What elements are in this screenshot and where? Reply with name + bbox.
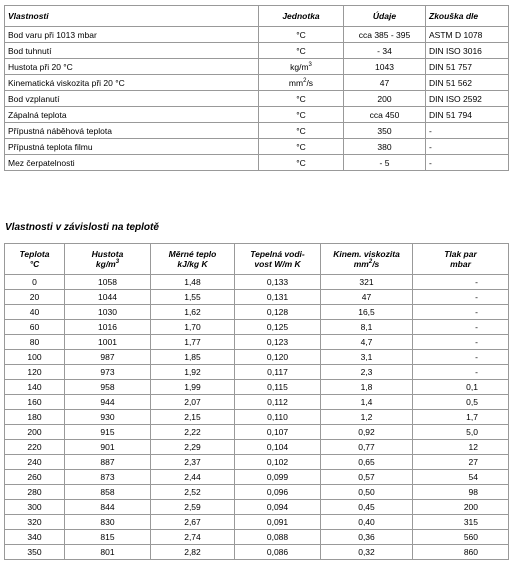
- header-kinematic-viscosity: [321, 244, 413, 275]
- property-test: -: [426, 155, 509, 171]
- specific-heat-cell: 1,99: [151, 380, 235, 395]
- property-name: Zápalná teplota: [5, 107, 259, 123]
- property-name: Mez čerpatelnosti: [5, 155, 259, 171]
- temperature-cell: 350: [5, 545, 65, 560]
- thermal-conductivity-cell: 0,107: [235, 425, 321, 440]
- vapor-pressure-cell: 54: [413, 470, 509, 485]
- density-cell: 858: [65, 485, 151, 500]
- property-unit: [259, 75, 344, 91]
- temperature-cell: 20: [5, 290, 65, 305]
- density-cell: 801: [65, 545, 151, 560]
- section-title: Vlastnosti v závislosti na teplotě: [5, 222, 159, 233]
- property-unit: [259, 91, 344, 107]
- thermal-conductivity-cell: 0,131: [235, 290, 321, 305]
- unit-base: °C: [296, 109, 306, 120]
- property-name: Bod vzplanutí: [5, 91, 259, 107]
- kinematic-viscosity-cell: 8,1: [321, 320, 413, 335]
- header-superscript: 3: [115, 259, 120, 266]
- property-name: Kinematická viskozita při 20 °C: [5, 75, 259, 91]
- unit-suffix: /s: [306, 77, 314, 88]
- table-row: [5, 43, 509, 59]
- density-cell: 987: [65, 350, 151, 365]
- table-row: [5, 365, 509, 380]
- thermal-conductivity-cell: 0,086: [235, 545, 321, 560]
- property-unit: [259, 43, 344, 59]
- header-test: Zkouška dle: [426, 6, 509, 27]
- density-cell: 1001: [65, 335, 151, 350]
- vapor-pressure-cell: 0,1: [413, 380, 509, 395]
- table-row: [5, 275, 509, 290]
- header-unit: Jednotka: [259, 6, 344, 27]
- header-superscript: 2: [368, 259, 373, 266]
- table-row: [5, 410, 509, 425]
- temperature-header-row: [5, 244, 509, 275]
- specific-heat-cell: 1,77: [151, 335, 235, 350]
- temperature-table: [4, 243, 509, 560]
- density-cell: 815: [65, 530, 151, 545]
- specific-heat-cell: 1,55: [151, 290, 235, 305]
- temperature-cell: 120: [5, 365, 65, 380]
- properties-table-body: [5, 27, 509, 171]
- property-unit: [259, 27, 344, 43]
- property-test: DIN 51 794: [426, 107, 509, 123]
- unit-base: mm: [288, 77, 304, 88]
- table-row: [5, 515, 509, 530]
- kinematic-viscosity-cell: 1,8: [321, 380, 413, 395]
- specific-heat-cell: 1,70: [151, 320, 235, 335]
- property-value: 380: [344, 139, 426, 155]
- thermal-conductivity-cell: 0,102: [235, 455, 321, 470]
- property-value: - 34: [344, 43, 426, 59]
- header-line1: Měrné teplo: [168, 249, 217, 259]
- density-cell: 915: [65, 425, 151, 440]
- vapor-pressure-cell: -: [413, 320, 509, 335]
- thermal-conductivity-cell: 0,094: [235, 500, 321, 515]
- vapor-pressure-cell: -: [413, 305, 509, 320]
- table-row: [5, 123, 509, 139]
- property-unit: [259, 139, 344, 155]
- specific-heat-cell: 2,82: [151, 545, 235, 560]
- kinematic-viscosity-cell: 0,36: [321, 530, 413, 545]
- header-property: Vlastnosti: [5, 6, 259, 27]
- temperature-cell: 100: [5, 350, 65, 365]
- vapor-pressure-cell: -: [413, 335, 509, 350]
- vapor-pressure-cell: 0,5: [413, 395, 509, 410]
- density-cell: 1044: [65, 290, 151, 305]
- thermal-conductivity-cell: 0,128: [235, 305, 321, 320]
- unit-base: °C: [296, 125, 306, 136]
- density-cell: 830: [65, 515, 151, 530]
- table-row: [5, 59, 509, 75]
- kinematic-viscosity-cell: 1,2: [321, 410, 413, 425]
- thermal-conductivity-cell: 0,112: [235, 395, 321, 410]
- table-row: [5, 395, 509, 410]
- temperature-cell: 200: [5, 425, 65, 440]
- property-test: DIN 51 562: [426, 75, 509, 91]
- table-row: [5, 455, 509, 470]
- property-value: - 5: [344, 155, 426, 171]
- unit-base: °C: [296, 29, 306, 40]
- density-cell: 958: [65, 380, 151, 395]
- kinematic-viscosity-cell: 2,3: [321, 365, 413, 380]
- header-line1: Hustota: [91, 249, 124, 259]
- properties-header-row: [5, 6, 509, 27]
- temperature-cell: 220: [5, 440, 65, 455]
- table-row: [5, 440, 509, 455]
- table-row: [5, 320, 509, 335]
- thermal-conductivity-cell: 0,117: [235, 365, 321, 380]
- density-cell: 873: [65, 470, 151, 485]
- table-row: [5, 335, 509, 350]
- table-row: [5, 305, 509, 320]
- property-unit: [259, 107, 344, 123]
- kinematic-viscosity-cell: 16,5: [321, 305, 413, 320]
- vapor-pressure-cell: 860: [413, 545, 509, 560]
- kinematic-viscosity-cell: 1,4: [321, 395, 413, 410]
- header-line2: °C: [29, 259, 40, 269]
- specific-heat-cell: 2,59: [151, 500, 235, 515]
- density-cell: 944: [65, 395, 151, 410]
- thermal-conductivity-cell: 0,123: [235, 335, 321, 350]
- header-value: Údaje: [344, 6, 426, 27]
- unit-base: °C: [296, 45, 306, 56]
- property-value: 200: [344, 91, 426, 107]
- kinematic-viscosity-cell: 4,7: [321, 335, 413, 350]
- thermal-conductivity-cell: 0,088: [235, 530, 321, 545]
- temperature-cell: 340: [5, 530, 65, 545]
- thermal-conductivity-cell: 0,120: [235, 350, 321, 365]
- header-line2: kJ/kg K: [177, 259, 208, 269]
- temperature-cell: 280: [5, 485, 65, 500]
- table-row: [5, 470, 509, 485]
- thermal-conductivity-cell: 0,099: [235, 470, 321, 485]
- property-name: Přípustná teplota filmu: [5, 139, 259, 155]
- kinematic-viscosity-cell: 0,45: [321, 500, 413, 515]
- table-row: [5, 290, 509, 305]
- vapor-pressure-cell: 5,0: [413, 425, 509, 440]
- property-unit: [259, 123, 344, 139]
- property-value: cca 385 - 395: [344, 27, 426, 43]
- specific-heat-cell: 1,62: [151, 305, 235, 320]
- kinematic-viscosity-cell: 321: [321, 275, 413, 290]
- temperature-cell: 80: [5, 335, 65, 350]
- property-test: DIN ISO 2592: [426, 91, 509, 107]
- thermal-conductivity-cell: 0,133: [235, 275, 321, 290]
- table-row: [5, 485, 509, 500]
- thermal-conductivity-cell: 0,091: [235, 515, 321, 530]
- header-line2: mbar: [450, 259, 471, 269]
- property-value: 350: [344, 123, 426, 139]
- property-unit: [259, 59, 344, 75]
- thermal-conductivity-cell: 0,104: [235, 440, 321, 455]
- table-row: [5, 350, 509, 365]
- specific-heat-cell: 2,52: [151, 485, 235, 500]
- specific-heat-cell: 2,22: [151, 425, 235, 440]
- header-line2-suffix: /s: [372, 259, 380, 269]
- vapor-pressure-cell: -: [413, 290, 509, 305]
- specific-heat-cell: 2,37: [151, 455, 235, 470]
- thermal-conductivity-cell: 0,096: [235, 485, 321, 500]
- specific-heat-cell: 2,07: [151, 395, 235, 410]
- table-row: [5, 75, 509, 91]
- header-vapor-pressure: [413, 244, 509, 275]
- temperature-cell: 0: [5, 275, 65, 290]
- specific-heat-cell: 1,92: [151, 365, 235, 380]
- property-name: Bod varu při 1013 mbar: [5, 27, 259, 43]
- temperature-cell: 60: [5, 320, 65, 335]
- table-row: [5, 500, 509, 515]
- unit-superscript: 3: [308, 61, 312, 68]
- property-value: 1043: [344, 59, 426, 75]
- unit-base: °C: [296, 157, 306, 168]
- specific-heat-cell: 1,85: [151, 350, 235, 365]
- density-cell: 930: [65, 410, 151, 425]
- vapor-pressure-cell: 12: [413, 440, 509, 455]
- header-line2: mm: [353, 259, 369, 269]
- header-line2: kg/m: [95, 259, 116, 269]
- unit-superscript: 2: [303, 77, 307, 84]
- unit-base: °C: [296, 93, 306, 104]
- table-row: [5, 91, 509, 107]
- property-test: ASTM D 1078: [426, 27, 509, 43]
- table-row: [5, 27, 509, 43]
- temperature-cell: 320: [5, 515, 65, 530]
- temperature-table-body: [5, 275, 509, 560]
- density-cell: 844: [65, 500, 151, 515]
- kinematic-viscosity-cell: 47: [321, 290, 413, 305]
- vapor-pressure-cell: 98: [413, 485, 509, 500]
- header-line1: Tlak par: [444, 249, 477, 259]
- temperature-cell: 160: [5, 395, 65, 410]
- property-unit: [259, 155, 344, 171]
- header-thermal-conductivity: [235, 244, 321, 275]
- table-row: [5, 530, 509, 545]
- header-density: [65, 244, 151, 275]
- unit-base: kg/m: [290, 61, 309, 72]
- thermal-conductivity-cell: 0,110: [235, 410, 321, 425]
- vapor-pressure-cell: 27: [413, 455, 509, 470]
- header-line1: Tepelná vodi-: [250, 249, 305, 259]
- kinematic-viscosity-cell: 0,32: [321, 545, 413, 560]
- properties-table: [4, 5, 509, 171]
- vapor-pressure-cell: 315: [413, 515, 509, 530]
- temperature-cell: 300: [5, 500, 65, 515]
- temperature-cell: 260: [5, 470, 65, 485]
- header-line2: vost W/m K: [254, 259, 301, 269]
- property-test: DIN ISO 3016: [426, 43, 509, 59]
- header-specific-heat: [151, 244, 235, 275]
- specific-heat-cell: 1,48: [151, 275, 235, 290]
- temperature-cell: 240: [5, 455, 65, 470]
- property-name: Hustota při 20 °C: [5, 59, 259, 75]
- property-test: -: [426, 139, 509, 155]
- temperature-cell: 40: [5, 305, 65, 320]
- table-row: [5, 380, 509, 395]
- property-value: cca 450: [344, 107, 426, 123]
- unit-base: °C: [296, 141, 306, 152]
- vapor-pressure-cell: 1,7: [413, 410, 509, 425]
- kinematic-viscosity-cell: 0,77: [321, 440, 413, 455]
- temperature-cell: 180: [5, 410, 65, 425]
- specific-heat-cell: 2,67: [151, 515, 235, 530]
- table-row: [5, 139, 509, 155]
- property-name: Bod tuhnutí: [5, 43, 259, 59]
- header-temperature: [5, 244, 65, 275]
- kinematic-viscosity-cell: 0,40: [321, 515, 413, 530]
- density-cell: 973: [65, 365, 151, 380]
- density-cell: 1030: [65, 305, 151, 320]
- specific-heat-cell: 2,29: [151, 440, 235, 455]
- vapor-pressure-cell: -: [413, 275, 509, 290]
- density-cell: 887: [65, 455, 151, 470]
- header-line1: Kinem. viskozita: [333, 249, 400, 259]
- vapor-pressure-cell: -: [413, 365, 509, 380]
- property-test: -: [426, 123, 509, 139]
- density-cell: 1016: [65, 320, 151, 335]
- property-name: Přípustná náběhová teplota: [5, 123, 259, 139]
- kinematic-viscosity-cell: 0,92: [321, 425, 413, 440]
- specific-heat-cell: 2,74: [151, 530, 235, 545]
- kinematic-viscosity-cell: 0,65: [321, 455, 413, 470]
- specific-heat-cell: 2,44: [151, 470, 235, 485]
- kinematic-viscosity-cell: 3,1: [321, 350, 413, 365]
- property-value: 47: [344, 75, 426, 91]
- kinematic-viscosity-cell: 0,57: [321, 470, 413, 485]
- temperature-cell: 140: [5, 380, 65, 395]
- vapor-pressure-cell: 560: [413, 530, 509, 545]
- kinematic-viscosity-cell: 0,50: [321, 485, 413, 500]
- table-row: [5, 425, 509, 440]
- table-row: [5, 155, 509, 171]
- vapor-pressure-cell: -: [413, 350, 509, 365]
- table-row: [5, 545, 509, 560]
- header-line1: Teplota: [19, 249, 50, 259]
- density-cell: 1058: [65, 275, 151, 290]
- thermal-conductivity-cell: 0,125: [235, 320, 321, 335]
- vapor-pressure-cell: 200: [413, 500, 509, 515]
- table-row: [5, 107, 509, 123]
- specific-heat-cell: 2,15: [151, 410, 235, 425]
- density-cell: 901: [65, 440, 151, 455]
- property-test: DIN 51 757: [426, 59, 509, 75]
- thermal-conductivity-cell: 0,115: [235, 380, 321, 395]
